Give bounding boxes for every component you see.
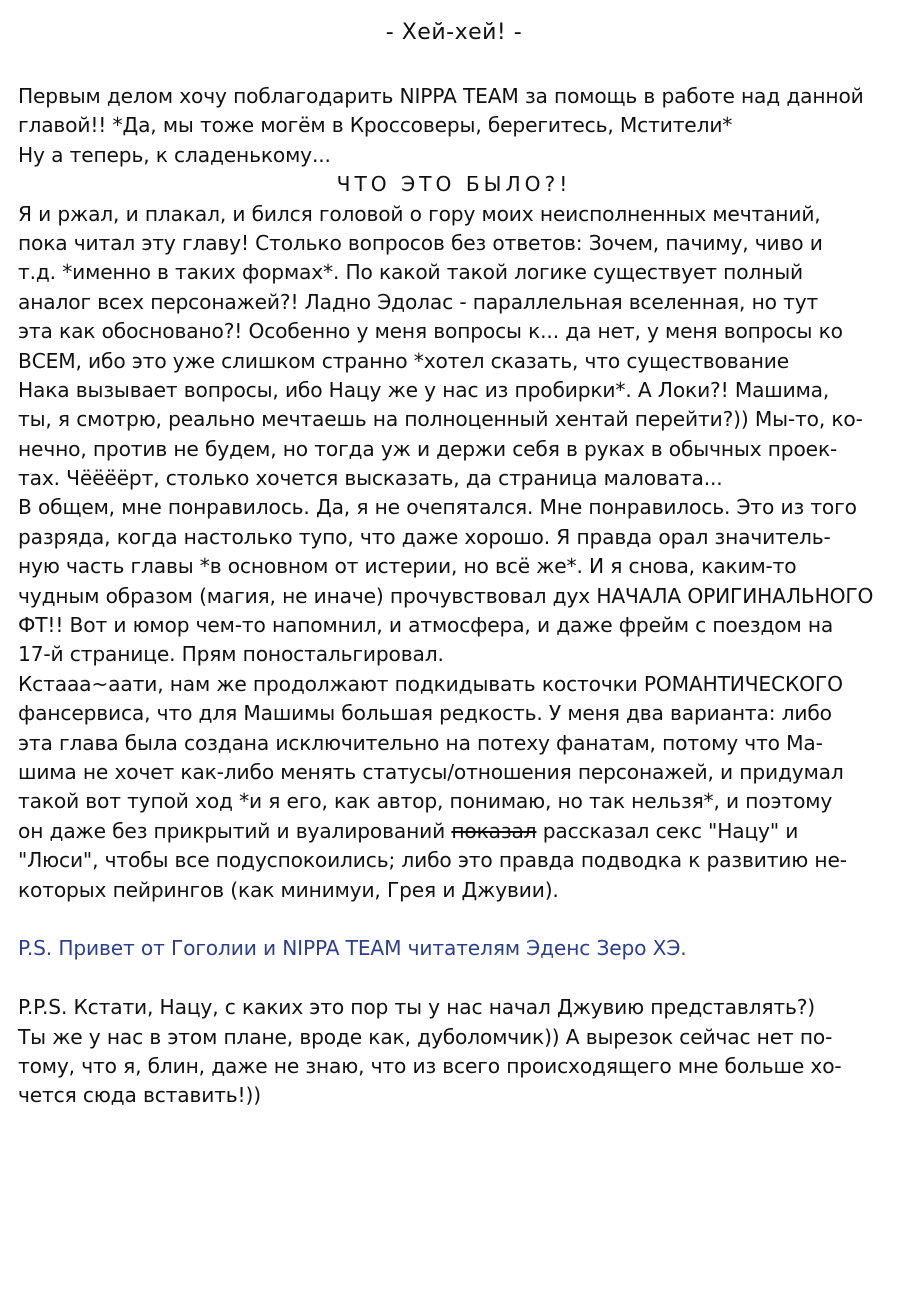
- intro-block: [18, 82, 890, 170]
- text-line: Кстааа~аати, нам же продолжают подкидывать косточки РОМАНТИЧЕСКОГО: [18, 671, 843, 696]
- spacer: [18, 905, 890, 934]
- section-heading: ЧТО ЭТО БЫЛО?!: [336, 172, 572, 197]
- text-line: ную часть главы *в основном от истерии, но всё же*. И я снова, каким-то: [18, 554, 797, 579]
- text-fragment: рассказал секс "Нацу" и: [536, 818, 799, 843]
- text-line-with-strikethrough: [18, 817, 890, 846]
- text-line: ты, я смотрю, реально мечтаешь на полноценный хентай перейти?)) Мы-то, ко-: [18, 407, 863, 432]
- page-title: - Хей-хей! -: [385, 20, 523, 45]
- text-line: эта глава была создана исключительно на потеху фанатам, потому что Ма-: [18, 730, 823, 755]
- text-line: Я и ржал, и плакал, и бился головой о гору моих неисполненных мечтаний,: [18, 201, 821, 226]
- text-line: разряда, когда настолько тупо, что даже хорошо. Я правда орал значитель-: [18, 524, 831, 549]
- text-line: чется сюда вставить!)): [18, 1083, 261, 1108]
- text-line: 17-й странице. Прям поностальгировал.: [18, 642, 444, 667]
- post-postscript: [18, 993, 890, 1111]
- text-line: аналог всех персонажей?! Ладно Эдолас - параллельная вселенная, но тут: [18, 289, 819, 314]
- postscript: P.S. Привет от Гоголии и NIPPA TEAM читателям Эденс Зеро ХЭ.: [18, 936, 687, 961]
- text-line: Первым делом хочу поблагодарить NIPPA TEAM за помощь в работе над данной: [18, 84, 864, 108]
- text-line: тому, что я, блин, даже не знаю, что из всего происходящего мне больше хо-: [18, 1053, 842, 1078]
- text-line: Нака вызывает вопросы, ибо Нацу же у нас из пробирки*. А Локи?! Машима,: [18, 377, 830, 402]
- text-line: нечно, против не будем, но тогда уж и держи себя в руках в обычных проек-: [18, 436, 838, 461]
- struck-word: показал: [451, 818, 537, 843]
- text-line: шима не хочет как-либо менять статусы/отношения персонажей, и придумал: [18, 759, 844, 784]
- text-line: т.д. *именно в таких формах*. По какой такой логике существует полный: [18, 260, 803, 285]
- text-line: пока читал эту главу! Столько вопросов без ответов: Зочем, пачиму, чиво и: [18, 230, 823, 255]
- text-line: В общем, мне понравилось. Да, я не очепятался. Мне понравилось. Это из того: [18, 495, 857, 520]
- text-line: P.P.S. Кстати, Нацу, с каких это пор ты у нас начал Джувию представлять?): [18, 995, 815, 1020]
- text-line: которых пейрингов (как минимуи, Грея и Джувии).: [18, 877, 559, 902]
- paragraph-fanservice: [18, 670, 890, 905]
- text-line: "Люси", чтобы все подуспокоились; либо это правда подводка к развитию не-: [18, 848, 847, 873]
- text-line: ВСЕМ, ибо это уже слишком странно *хотел сказать, что существование: [18, 348, 790, 373]
- paragraph-verdict: [18, 493, 890, 669]
- paragraph-impressions: [18, 200, 890, 494]
- text-line: такой вот тупой ход *и я его, как автор, понимаю, но так нельзя*, и поэтому: [18, 789, 833, 814]
- text-line: фансервиса, что для Машимы большая редкость. У меня два варианта: либо: [18, 701, 832, 726]
- text-fragment: он даже без прикрытий и вуалирований: [18, 818, 452, 843]
- text-line: главой!! *Да, мы тоже могём в Кроссоверы, берегитесь, Мстители*: [18, 113, 733, 138]
- text-line: чудным образом (магия, не иначе) прочувствовал дух НАЧАЛА ОРИГИНАЛЬНОГО: [18, 583, 874, 608]
- text-line: эта как обосновано?! Особенно у меня вопросы к... да нет, у меня вопросы ко: [18, 319, 843, 344]
- text-line: ФТ!! Вот и юмор чем-то напомнил, и атмосфера, и даже фрейм с поездом на: [18, 613, 834, 638]
- spacer: [18, 964, 890, 993]
- text-line: Ну а теперь, к сладенькому...: [18, 142, 331, 167]
- text-line: Ты же у нас в этом плане, вроде как, дуболомчик)) А вырезок сейчас нет по-: [18, 1024, 833, 1049]
- text-line: тах. Чёёёёрт, столько хочется высказать, да страница маловата...: [18, 466, 723, 491]
